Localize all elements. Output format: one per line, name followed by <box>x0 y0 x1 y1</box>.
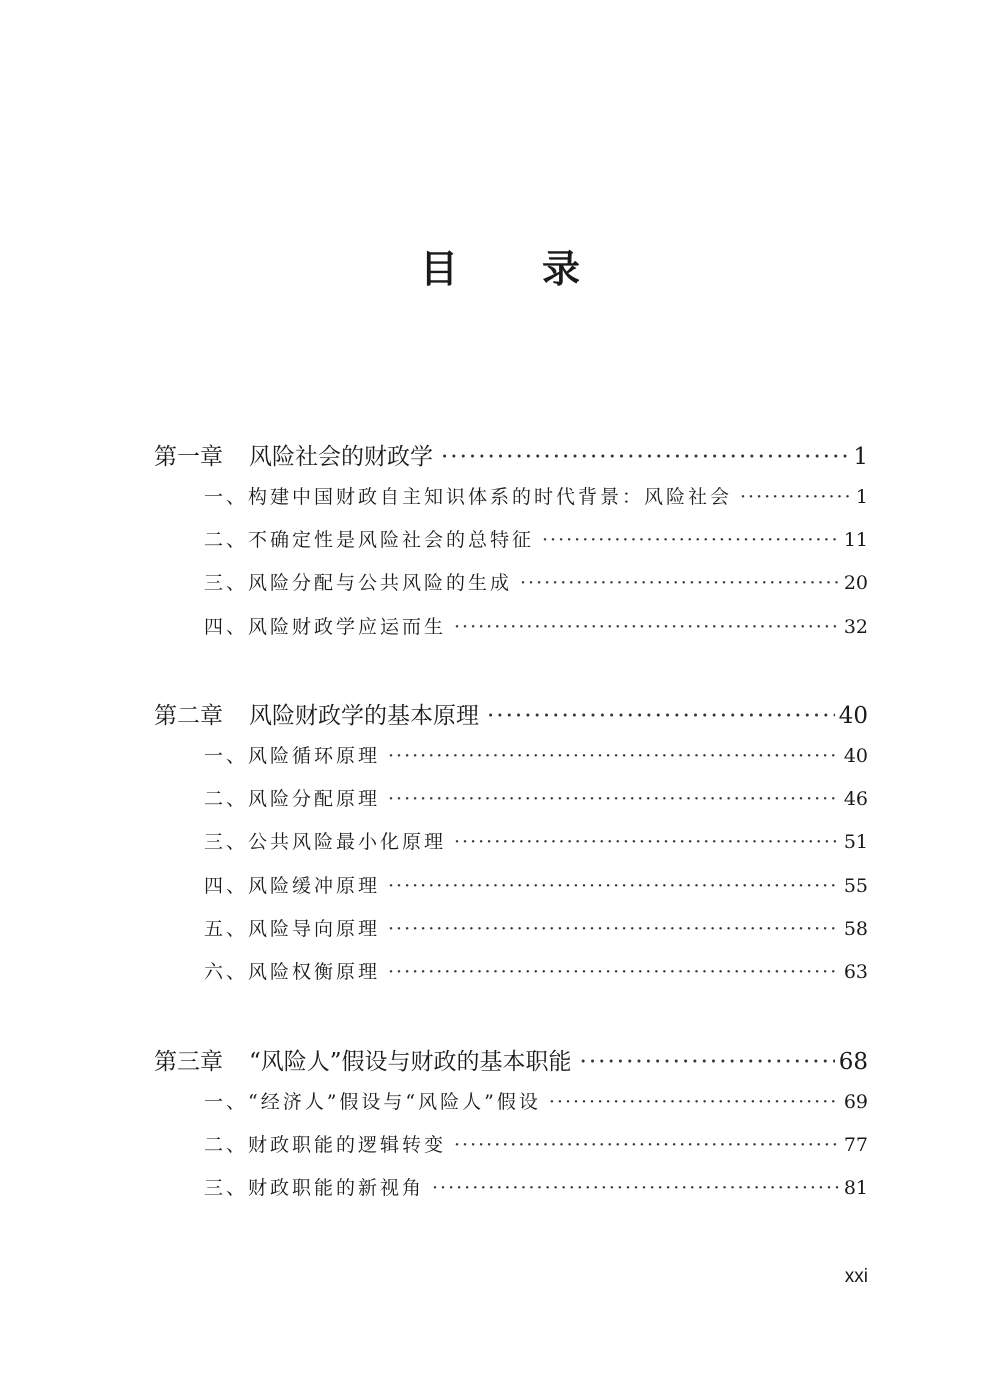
toc-section[interactable] <box>154 827 868 854</box>
chapter-title: 风险财政学的基本原理 <box>249 703 479 729</box>
dot-leader <box>388 745 840 767</box>
section-title: 三、财政职能的新视角 <box>204 1177 425 1199</box>
page-number: 1 <box>855 486 868 508</box>
section-title: 一、构建中国财政自主知识体系的时代背景：风险社会 <box>204 486 733 508</box>
page-number: 11 <box>843 529 868 551</box>
dot-leader <box>388 875 840 897</box>
dot-leader <box>542 529 840 551</box>
toc-section[interactable] <box>154 568 868 595</box>
section-title: 二、财政职能的逻辑转变 <box>204 1134 447 1156</box>
dot-leader <box>549 1091 840 1113</box>
toc-section[interactable] <box>154 612 868 639</box>
toc-section[interactable] <box>154 957 868 984</box>
dot-leader <box>580 1049 835 1075</box>
page-number: 40 <box>838 703 868 729</box>
section-title: 二、风险分配原理 <box>204 788 381 810</box>
page-number: 51 <box>843 831 868 853</box>
toc-section[interactable] <box>154 1130 868 1157</box>
page-number: 58 <box>843 918 868 940</box>
dot-leader <box>740 486 852 508</box>
page-number: 40 <box>843 745 868 767</box>
toc-section[interactable] <box>154 1087 868 1114</box>
toc-chapter-3[interactable] <box>154 1043 868 1076</box>
dot-leader <box>520 572 840 594</box>
title-char-2: 录 <box>542 247 581 291</box>
toc-section[interactable] <box>154 525 868 552</box>
dot-leader <box>487 703 835 729</box>
toc-chapter-2[interactable] <box>154 697 868 730</box>
section-title: 二、不确定性是风险社会的总特征 <box>204 529 535 551</box>
toc-section[interactable] <box>154 482 868 509</box>
title-char-1: 目 <box>419 247 458 291</box>
toc-chapter-1[interactable] <box>154 438 868 471</box>
dot-leader <box>454 616 840 638</box>
toc-section[interactable] <box>154 1173 868 1200</box>
dot-leader <box>441 444 849 470</box>
page-number: 81 <box>843 1177 868 1199</box>
section-title: 四、风险财政学应运而生 <box>204 616 447 638</box>
chapter-number: 第一章 <box>154 444 223 470</box>
section-title: 三、风险分配与公共风险的生成 <box>204 572 513 594</box>
section-title: 三、公共风险最小化原理 <box>204 831 447 853</box>
page-number: 1 <box>853 444 868 470</box>
page-number: 68 <box>838 1049 868 1075</box>
dot-leader <box>454 831 840 853</box>
chapter-title: 风险社会的财政学 <box>249 444 433 470</box>
dot-leader <box>388 788 840 810</box>
section-title: 一、“经济人”假设与“风险人”假设 <box>204 1091 541 1113</box>
dot-leader <box>388 918 840 940</box>
page-number: 77 <box>843 1134 868 1156</box>
section-title: 五、风险导向原理 <box>204 918 381 940</box>
page-number: 20 <box>843 572 868 594</box>
page-title <box>0 238 1000 293</box>
toc-section[interactable] <box>154 784 868 811</box>
section-title: 一、风险循环原理 <box>204 745 381 767</box>
section-title: 六、风险权衡原理 <box>204 961 381 983</box>
page-number: 63 <box>843 961 868 983</box>
toc-section[interactable] <box>154 741 868 768</box>
folio-page-number: xxi <box>844 1266 868 1287</box>
section-title: 四、风险缓冲原理 <box>204 875 381 897</box>
page-number: 55 <box>843 875 868 897</box>
page-number: 32 <box>843 616 868 638</box>
chapter-number: 第三章 <box>154 1049 223 1075</box>
dot-leader <box>432 1177 840 1199</box>
chapter-number: 第二章 <box>154 703 223 729</box>
toc-section[interactable] <box>154 914 868 941</box>
dot-leader <box>388 961 840 983</box>
dot-leader <box>454 1134 840 1156</box>
page-number: 46 <box>843 788 868 810</box>
page-number: 69 <box>843 1091 868 1113</box>
chapter-title: “风险人”假设与财政的基本职能 <box>249 1049 572 1075</box>
toc-section[interactable] <box>154 871 868 898</box>
